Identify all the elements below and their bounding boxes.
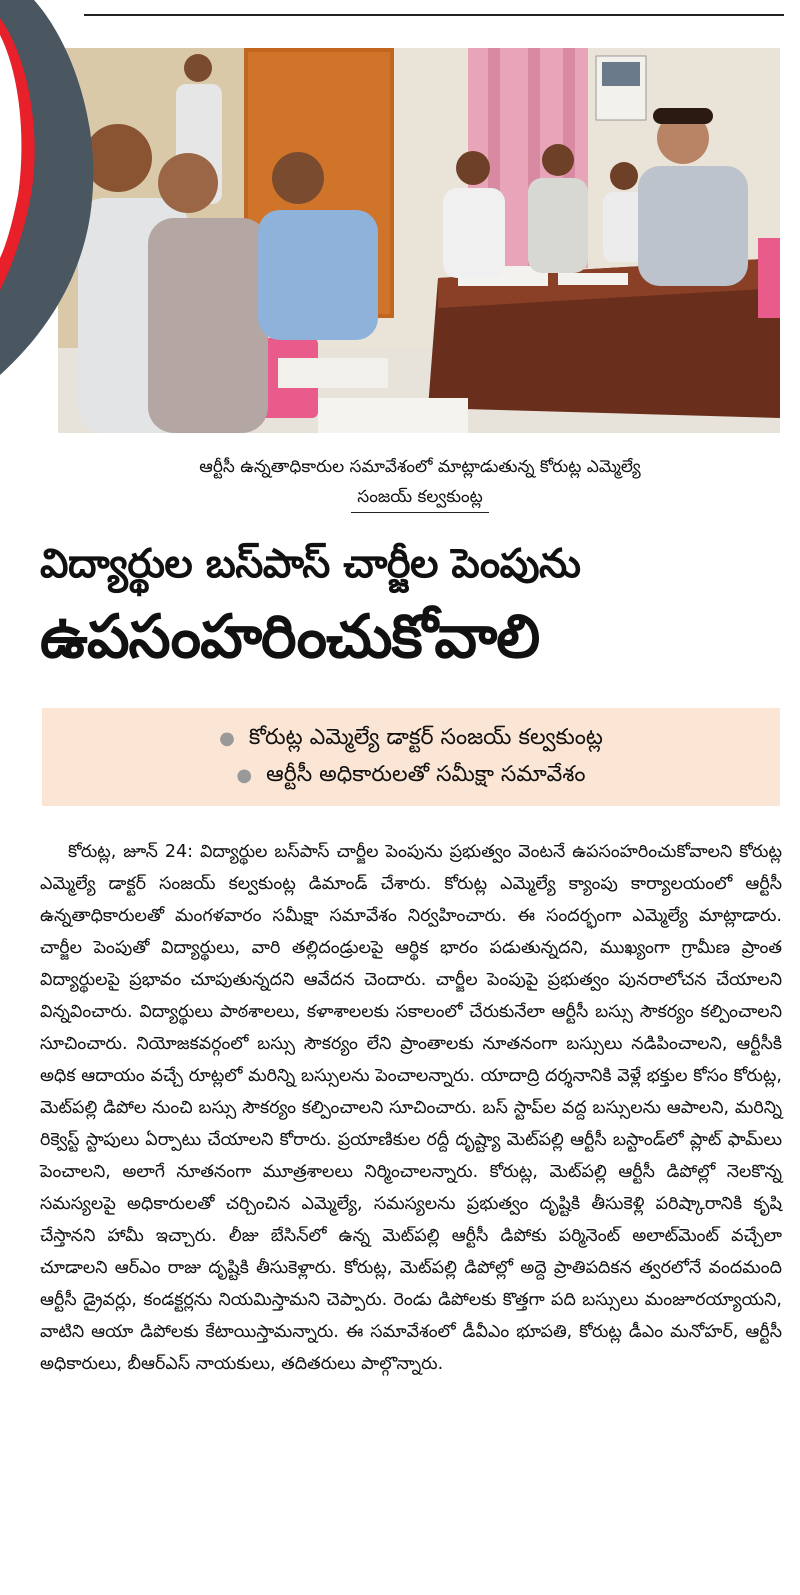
bullet-icon: ● [236, 765, 253, 786]
decorative-swoosh-icon [0, 0, 110, 400]
caption-line-1: ఆర్టీసీ ఉన్నతాధికారుల సమావేశంలో మాట్లాడుతున్న కోరుట్ల ఎమ్మెల్యే [199, 457, 641, 477]
highlight-item [42, 720, 780, 757]
highlight-item [42, 757, 780, 794]
highlight-text: ఆర్టీసీ అధికారులతో సమీక్షా సమావేశం [266, 762, 586, 787]
highlights-box [42, 708, 780, 806]
caption-line-2: సంజయ్ కల్వకుంట్ల [351, 482, 488, 513]
meeting-photo [58, 48, 780, 433]
headline [40, 534, 790, 680]
headline-line-2: ఉపసంహరించుకోవాలి [40, 602, 540, 672]
bullet-icon: ● [219, 728, 235, 749]
top-rule [84, 14, 784, 16]
headline-line-1: విద్యార్థుల బస్‌పాస్ చార్జీల పెంపును [40, 541, 581, 587]
photo-caption [60, 452, 780, 513]
highlight-text: కోరుట్ల ఎమ్మెల్యే డాక్టర్ సంజయ్ కల్వకుంట్ల [248, 725, 603, 750]
article-body: కోరుట్ల, జూన్ 24: విద్యార్థుల బస్‌పాస్ చార్జీల పెంపును ప్రభుత్వం వెంటనే ఉపసంహరించుకోవాలని కోరుట్ల ఎమ్మెల్యే డాక్టర్ సంజయ్ కల్వకుంట్ల డిమాండ్ చేశారు. కోరుట్ల ఎమ్మెల్యే క్యాంపు కార్యాలయంలో ఆర్టీసీ ఉన్నతాధికారులతో మంగళవారం సమీక్షా సమావేశం నిర్వహించారు. ఈ సందర్భంగా ఎమ్మెల్యే మాట్లాడారు. చార్జీల పెంపుతో విద్యార్థులు, వారి తల్లిదండ్రులపై ఆర్థిక భారం పడుతున్నదని, ముఖ్యంగా గ్రామీణ ప్రాంత విద్యార్థులపై ప్రభావం చూపుతున్నదని ఆవేదన చెందారు. చార్జీల పెంపుపై ప్రభుత్వం పునరాలోచన చేయాలని విన్నవించారు. విద్యార్థులు పాఠశాలలు, కళాశాలలకు సకాలంలో చేరుకునేలా ఆర్టీసీ బస్సు సౌకర్యం కల్పించాలని సూచించారు. నియోజకవర్గంలో బస్సు సౌకర్యం లేని ప్రాంతాలకు నూతనంగా బస్సులు నడిపించాలని, ఆర్టీసీకి అధిక ఆదాయం వచ్చే రూట్లలో మరిన్ని బస్సులను పెంచాలన్నారు. యాదాద్రి దర్శనానికి వెళ్లే భక్తుల కోసం కోరుట్ల, మెట్‌పల్లి డిపోల నుంచి బస్సు సౌకర్యం కల్పించాలని సూచించారు. బస్ స్టాప్‌ల వద్ద బస్సులను ఆపాలని, మరిన్ని రిక్వెస్ట్ స్టాపులు ఏర్పాటు చేయాలని కోరారు. ప్రయాణికుల రద్దీ దృష్ట్యా మెట్‌పల్లి ఆర్టీసీ బస్టాండ్‌లో ప్లాట్ ఫామ్‌లు పెంచాలని, అలాగే నూతనంగా మూత్రశాలలు నిర్మించాలన్నారు. కోరుట్ల, మెట్‌పల్లి ఆర్టీసీ డిపోల్లో నెలకొన్న సమస్యలపై అధికారులతో చర్చించిన ఎమ్మెల్యే, సమస్యలను ప్రభుత్వం దృష్టికి తీసుకెళ్లి పరిష్కారానికి కృషి చేస్తానని హామీ ఇచ్చారు. లీజు బేసిన్‌లో ఉన్న మెట్‌పల్లి ఆర్టీసీ డిపోకు పర్మినెంట్ అలాట్‌మెంట్ వచ్చేలా చూడాలని ఆర్‌ఎం రాజు దృష్టికి తీసుకెళ్లారు. కోరుట్ల, మెట్‌పల్లి డిపోల్లో అద్దె ప్రాతిపదికన త్వరలోనే వందమంది ఆర్టీసీ డ్రైవర్లు, కండక్టర్లను నియమిస్తామని చెప్పారు. రెండు డిపోలకు కొత్తగా పది బస్సులు మంజూరయ్యాయని, వాటిని ఆయా డిపోలకు కేటాయిస్తామన్నారు. ఈ సమావేశంలో డీవీఎం భూపతి, కోరుట్ల డీఎం మనోహర్, ఆర్టీసీ అధికారులు, బీఆర్‌ఎస్ నాయకులు, తదితరులు పాల్గొన్నారు. [40, 842, 782, 1374]
